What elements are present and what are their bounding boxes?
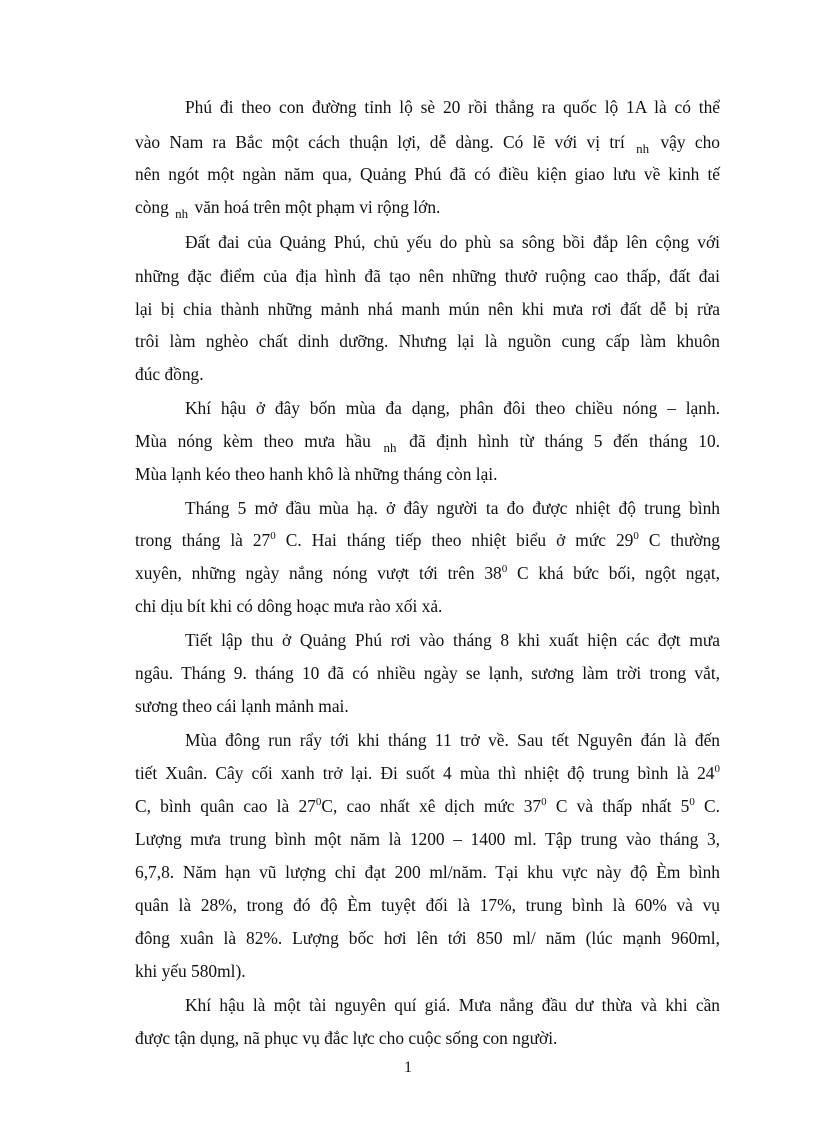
paragraph-line: trôi làm nghèo chất dinh dưỡng. Nhưng lại là nguồn cung cấp làm khuôn: [135, 331, 720, 351]
paragraph-line: Tháng 5 mở đầu mùa hạ. ở đây người ta đo được nhiệt độ trung bình: [185, 498, 720, 518]
paragraph-line: những đặc điểm của địa hình đã tạo nên những thưở ruộng cao thấp, đất đai: [135, 266, 720, 286]
paragraph-line: chỉ dịu bít khi có dông hoạc mưa rào xối xả.: [135, 596, 443, 616]
paragraph-line: ngâu. Tháng 9. tháng 10 đã có nhiều ngày se lạnh, sương làm trời trong vắt,: [135, 663, 720, 683]
paragraph-line: Tiết lập thu ở Quảng Phú rơi vào tháng 8 khi xuất hiện các đợt mưa: [185, 630, 720, 650]
paragraph-line: Mùa lạnh kéo theo hanh khô là những tháng còn lại.: [135, 464, 498, 484]
paragraph-line: Phú đi theo con đường tỉnh lộ sè 20 rồi thẳng ra quốc lộ 1A là có thể: [185, 97, 720, 117]
paragraph-line: còng $_{nh}$ văn hoá trên một phạm vi rộng lớn.: [135, 197, 441, 221]
paragraph-line: Đất đai của Quảng Phú, chủ yếu do phù sa sông bồi đắp lên cộng với: [185, 232, 720, 252]
paragraph-line: Mùa đông run rẩy tới khi tháng 11 trở về. Sau tết Nguyên đán là đến: [185, 730, 720, 750]
paragraph-line: đúc đồng.: [135, 364, 204, 384]
paragraph-line: Lượng mưa trung bình một năm là 1200 – 1400 ml. Tập trung vào tháng 3,: [135, 829, 720, 849]
paragraph-line: 6,7,8. Năm hạn vũ lượng chỉ đạt 200 ml/năm. Tại khu vực này độ Èm bình: [135, 862, 720, 882]
paragraph-line: quân là 28%, trong đó độ Èm tuyệt đối là 17%, trung bình là 60% và vụ: [135, 895, 720, 915]
page-number: 1: [404, 1059, 412, 1076]
paragraph-line: Khí hậu là một tài nguyên quí giá. Mưa nắng đầu dư thừa và khi cần: [185, 995, 720, 1015]
paragraph-line: được tận dụng, nã phục vụ đắc lực cho cuộc sống con người.: [135, 1028, 558, 1048]
paragraph-line: nên ngót một ngàn năm qua, Quảng Phú đã có điều kiện giao lưu về kinh tế: [135, 164, 720, 184]
paragraph-line: đông xuân là 82%. Lượng bốc hơi lên tới 850 ml/ năm (lúc mạnh 960ml,: [135, 928, 720, 948]
paragraph-line: trong tháng là $27^0$ C. Hai tháng tiếp theo nhiệt biểu ở mức $29^0$ C thường: [135, 530, 720, 550]
paragraph-line: xuyên, những ngày nắng nóng vượt tới trên $38^0$ C khá bức bối, ngột ngạt,: [135, 563, 720, 583]
paragraph-line: Mùa nóng kèm theo mưa hầu $_{nh}$ đã định hình từ tháng 5 đến tháng 10.: [135, 431, 721, 455]
paragraph-line: Khí hậu ở đây bốn mùa đa dạng, phân đôi theo chiều nóng – lạnh.: [185, 398, 720, 418]
paragraph-line: vào Nam ra Bắc một cách thuận lợi, dễ dàng. Có lẽ với vị trí $_{nh}$ vậy cho: [135, 132, 720, 156]
paragraph-line: sương theo cái lạnh mảnh mai.: [135, 696, 349, 716]
paragraph-line: lại bị chia thành những mảnh nhá manh mún nên khi mưa rơi đất dễ bị rửa: [135, 299, 720, 319]
paragraph-line: tiết Xuân. Cây cối xanh trở lại. Đi suốt 4 mùa thì nhiệt độ trung bình là $24^0$: [135, 763, 720, 783]
paragraph-line: C, bình quân cao là $27^0C$, cao nhất xê dịch mức $37^0$ C và thấp nhất $5^0$ C.: [135, 796, 720, 816]
paragraph-line: khi yếu 580ml).: [135, 961, 246, 981]
